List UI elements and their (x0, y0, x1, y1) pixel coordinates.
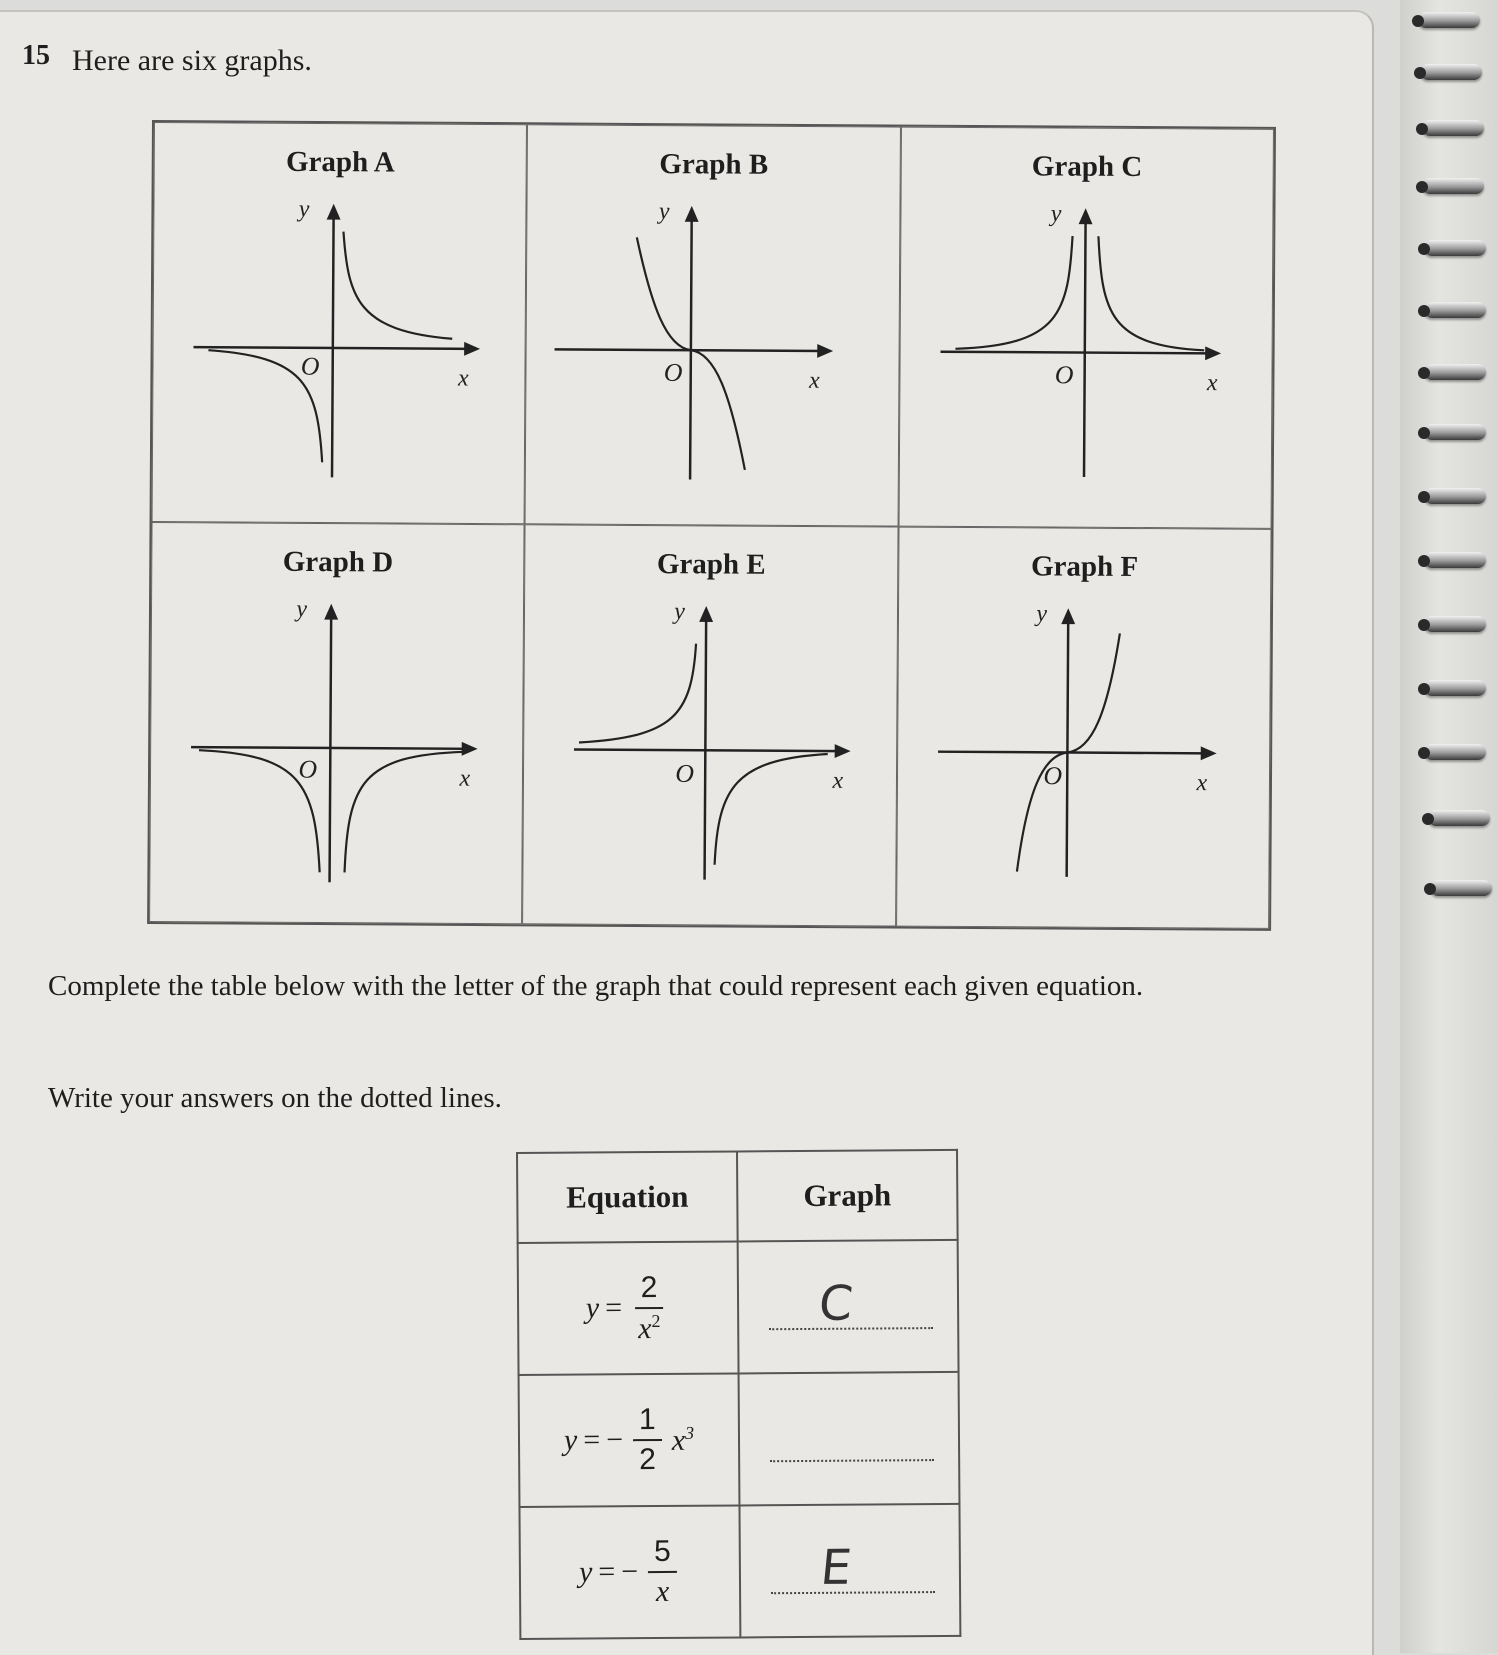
denominator-var: x (638, 1311, 652, 1345)
graph-c-title: Graph C (1031, 150, 1143, 184)
origin-label: O (1042, 761, 1062, 791)
instruction-write-answers: Write your answers on the dotted lines. (48, 1082, 502, 1114)
graph-grid (147, 120, 1276, 931)
answer-cell[interactable] (738, 1240, 959, 1374)
answer-table (516, 1149, 961, 1640)
curve-left-branch (955, 235, 1072, 349)
y-axis-arrow-icon (1078, 208, 1092, 224)
curve-upper-left (579, 643, 696, 743)
binding-ring (1422, 178, 1484, 194)
eq-sign: − (606, 1423, 624, 1457)
binding-ring (1424, 302, 1486, 318)
x-axis-label: x (1196, 770, 1207, 797)
y-axis-arrow-icon (324, 604, 338, 620)
y-axis-label: y (296, 596, 308, 623)
x-axis-arrow-icon (462, 742, 478, 756)
y-axis-arrow-icon (685, 206, 699, 222)
graph-d-plot (150, 523, 524, 923)
curve-lower-right (715, 753, 828, 865)
y-axis-arrow-icon (1061, 608, 1075, 624)
y-axis (332, 216, 334, 478)
graph-c-cell (898, 127, 1274, 529)
equation-cell (519, 1505, 740, 1639)
x-axis-arrow-icon (1200, 746, 1216, 760)
eq-lhs: y (578, 1555, 593, 1589)
binding-ring (1420, 64, 1482, 80)
eq-equals: = (598, 1555, 616, 1589)
fraction (632, 1270, 667, 1345)
eq-equals: = (605, 1291, 623, 1325)
graph-f-title: Graph F (1030, 550, 1139, 584)
origin-label: O (300, 351, 320, 381)
tail-exponent: 3 (684, 1422, 695, 1443)
graph-a-plot (153, 123, 527, 523)
x-axis-arrow-icon (464, 342, 480, 356)
y-axis (1066, 620, 1068, 877)
equation-cell (518, 1241, 739, 1375)
fraction-denominator (632, 1308, 667, 1345)
fraction (648, 1535, 677, 1609)
binding-ring (1424, 616, 1486, 632)
eq-lhs: y (585, 1291, 600, 1325)
curve-right-branch (345, 751, 465, 873)
graph-e-cell (522, 524, 898, 926)
graph-c-plot (899, 128, 1273, 528)
x-axis (574, 749, 841, 751)
binding-ring (1424, 240, 1486, 256)
equation-y-equals-2-over-x-squared (520, 1270, 737, 1347)
graph-a-title: Graph A (285, 145, 395, 179)
binding-ring (1424, 744, 1486, 760)
question-intro: Here are six graphs. (72, 44, 312, 77)
tail-var: x (671, 1423, 686, 1457)
spiral-binding (1400, 0, 1498, 1653)
y-axis-label: y (659, 198, 670, 225)
binding-ring (1422, 120, 1484, 136)
table-header-row (517, 1150, 958, 1243)
binding-ring (1424, 424, 1486, 440)
graph-d-cell (149, 522, 525, 924)
graph-b-plot (526, 125, 900, 525)
table-row (518, 1240, 959, 1375)
eq-equals: = (583, 1423, 601, 1457)
question-number: 15 (22, 40, 50, 71)
dotted-answer-line (770, 1459, 934, 1462)
fraction-denominator: x (655, 1574, 670, 1609)
header-graph: Graph (737, 1150, 958, 1242)
x-axis-label: x (1206, 370, 1218, 397)
graph-a-cell (152, 122, 528, 524)
binding-ring (1424, 552, 1486, 568)
y-axis (330, 616, 332, 883)
y-axis-label: y (1035, 600, 1047, 628)
fraction (633, 1403, 662, 1477)
header-equation: Equation (517, 1151, 738, 1243)
fraction-denominator: 2 (639, 1443, 657, 1477)
y-axis (1084, 220, 1086, 477)
handwritten-answer: C (816, 1275, 856, 1332)
binding-ring (1424, 488, 1486, 504)
binding-ring (1424, 680, 1486, 696)
equation-y-equals-minus-half-x-cubed (521, 1402, 738, 1478)
origin-label: O (664, 357, 683, 387)
x-axis-label: x (809, 367, 821, 394)
answer-cell[interactable] (739, 1372, 960, 1506)
binding-ring (1418, 12, 1480, 28)
x-axis-arrow-icon (818, 344, 834, 358)
table-row (519, 1372, 960, 1507)
y-axis-arrow-icon (327, 204, 341, 220)
equation-y-equals-minus-5-over-x (522, 1534, 739, 1610)
x-axis-label: x (832, 767, 844, 794)
y-axis-label: y (674, 598, 686, 625)
handwritten-answer: E (818, 1539, 854, 1596)
y-axis-label: y (1050, 201, 1062, 228)
fraction-numerator: 2 (635, 1270, 664, 1308)
fraction-numerator: 1 (633, 1403, 662, 1441)
eq-lhs: y (563, 1423, 578, 1457)
dotted-answer-line (769, 1327, 933, 1330)
x-axis (940, 352, 1211, 354)
equation-cell (519, 1373, 740, 1507)
instruction-complete-table: Complete the table below with the letter of the graph that could represent each given equation. (48, 970, 1144, 1002)
graph-b-cell (525, 124, 901, 526)
dotted-answer-line (771, 1591, 935, 1594)
eq-sign: − (621, 1555, 639, 1589)
binding-ring (1428, 810, 1490, 826)
x-axis-arrow-icon (1205, 346, 1221, 360)
binding-ring (1430, 880, 1492, 896)
graph-e-plot (523, 525, 897, 925)
y-axis-arrow-icon (699, 606, 713, 622)
curve-right-branch (1097, 236, 1204, 350)
origin-label: O (1054, 360, 1074, 390)
origin-label: O (675, 758, 695, 789)
fraction-numerator: 5 (648, 1535, 677, 1573)
eq-tail (672, 1422, 695, 1457)
y-axis (705, 618, 707, 880)
binding-ring (1424, 364, 1486, 380)
answer-cell[interactable] (739, 1504, 960, 1638)
y-axis (690, 218, 692, 480)
curve-upper-right (343, 232, 453, 339)
graph-b-title: Graph B (659, 148, 769, 181)
denominator-exponent: 2 (651, 1310, 661, 1331)
graph-e-title: Graph E (656, 548, 766, 581)
graph-f-cell (896, 527, 1272, 929)
graph-f-plot (897, 528, 1271, 928)
graph-d-title: Graph D (282, 545, 394, 579)
x-axis-arrow-icon (835, 744, 851, 758)
y-axis-label: y (298, 196, 310, 223)
origin-label: O (298, 754, 318, 784)
table-row (519, 1504, 960, 1639)
x-axis-label: x (457, 365, 469, 392)
x-axis-label: x (459, 765, 471, 792)
